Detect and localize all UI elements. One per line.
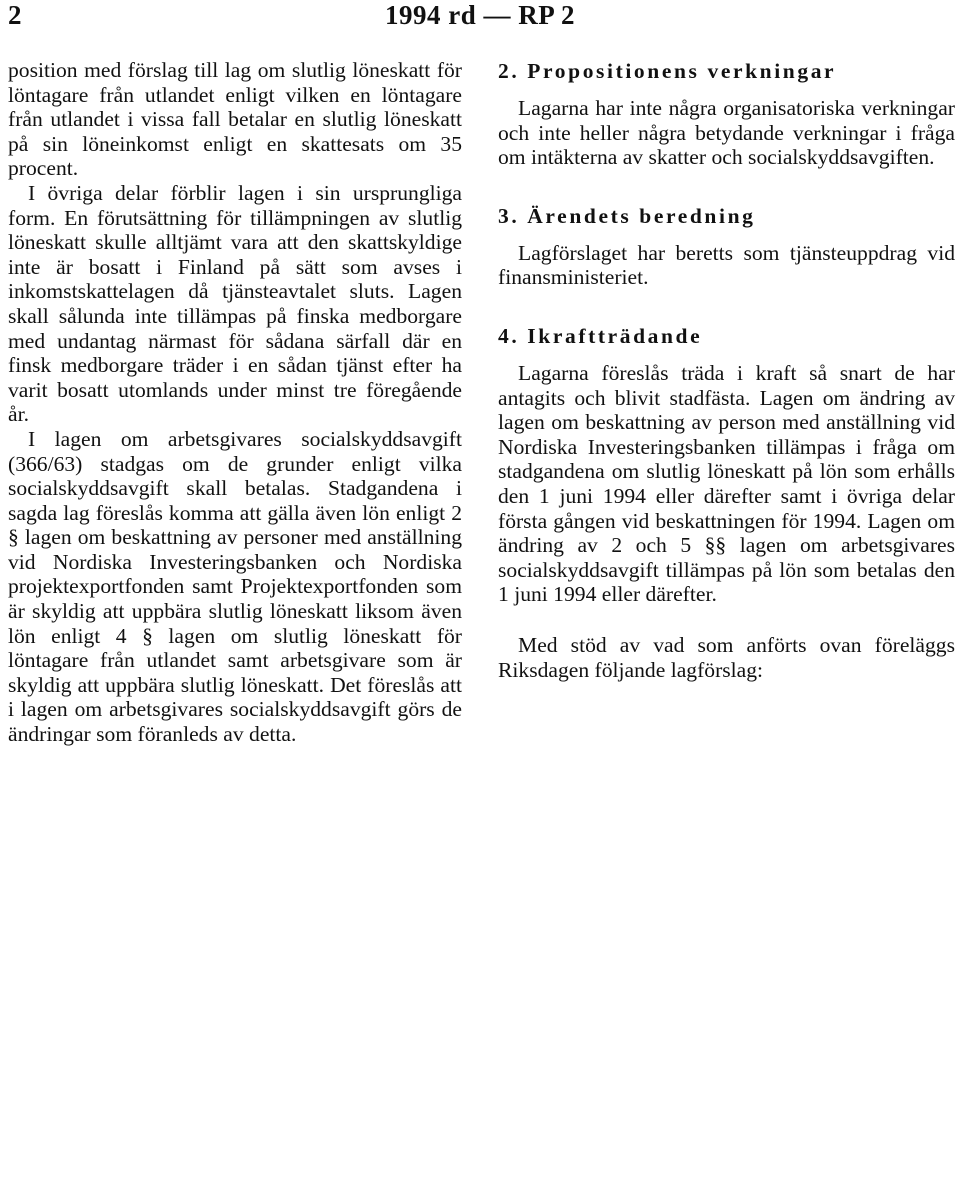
section-heading-entry-into-force: 4. Ikraftträdande: [498, 323, 703, 348]
right-column: [498, 58, 955, 682]
section-body-preparation: Lagförslaget har beretts som tjänsteuppdrag vid finansministeriet.: [498, 240, 955, 290]
running-title: 1994 rd — RP 2: [384, 0, 575, 30]
left-column: [8, 58, 462, 747]
section-body-entry-into-force: Lagarna föreslås träda i kraft så snart de har antagits och blivit stadfästa. Lagen om ändring av lagen om beskattning av person med anställning vid Nordiska Investeringsbanken tillämpas i fråga om stadgandena om slutlig löneskatt på lön som erhålls den 1 juni 1994 eller därefter samt i övriga delar första gången vid beskattningen för 1994. Lagen om ändring av 2 och 5 §§ lagen om arbetsgivares socialskyddsavgift tillämpas på lön som betalas den 1 juni 1994 eller därefter.: [498, 360, 955, 607]
paragraph-other-parts: I övriga delar förblir lagen i sin ursprungliga form. En förutsättning för tillämpningen av slutlig löneskatt skulle alltjämt vara att den skattskyldige inte är bosatt i Finland på sätt som avses i inkomstskattelagen då tjänsteavtalet sluts. Lagen skall sålunda inte tillämpas på finska medborgare med undantag närmast för sådana särfall där en finsk medborgare träder i en sådan tjänst efter ha varit bosatt utomlands under minst tre föregående år.: [8, 180, 462, 427]
paragraph-intro: position med förslag till lag om slutlig löneskatt för löntagare från utlandet enligt vilken en löntagare från utlandet i vissa fall betalar en slutlig löneskatt på sin löneinkomst enligt en skattesats om 35 procent.: [8, 58, 462, 181]
section-body-effects: Lagarna har inte några organisatoriska verkningar och inte heller några betydande verkningar i fråga om intäkterna av skatter och socialskyddsavgiften.: [498, 96, 955, 170]
paragraph-social-security: I lagen om arbetsgivares socialskyddsavgift (366/63) stadgas om de grunder enligt vilka socialskyddsavgift skall betalas. Stadgandena i sagda lag föreslås komma att gälla även lön enligt 2 § lagen om beskattning av personer med anställning vid Nordiska Investeringsbanken och Nordiska projektexportfonden samt Projektexportfonden som är skyldig att uppbära slutlig löneskatt liksom även lön enligt 4 § lagen om slutlig löneskatt för löntagare från utlandet samt arbetsgivare som är skyldig att uppbära slutlig löneskatt. Det föreslås att i lagen om arbetsgivares socialskyddsavgift görs de ändringar som föranleds av detta.: [8, 426, 462, 747]
section-heading-preparation: 3. Ärendets beredning: [498, 203, 756, 228]
section-heading-effects: 2. Propositionens verkningar: [498, 59, 837, 83]
closing-statement: Med stöd av vad som anförts ovan föreläggs Riksdagen följande lagförslag:: [498, 632, 955, 682]
page-number: 2: [8, 0, 22, 30]
